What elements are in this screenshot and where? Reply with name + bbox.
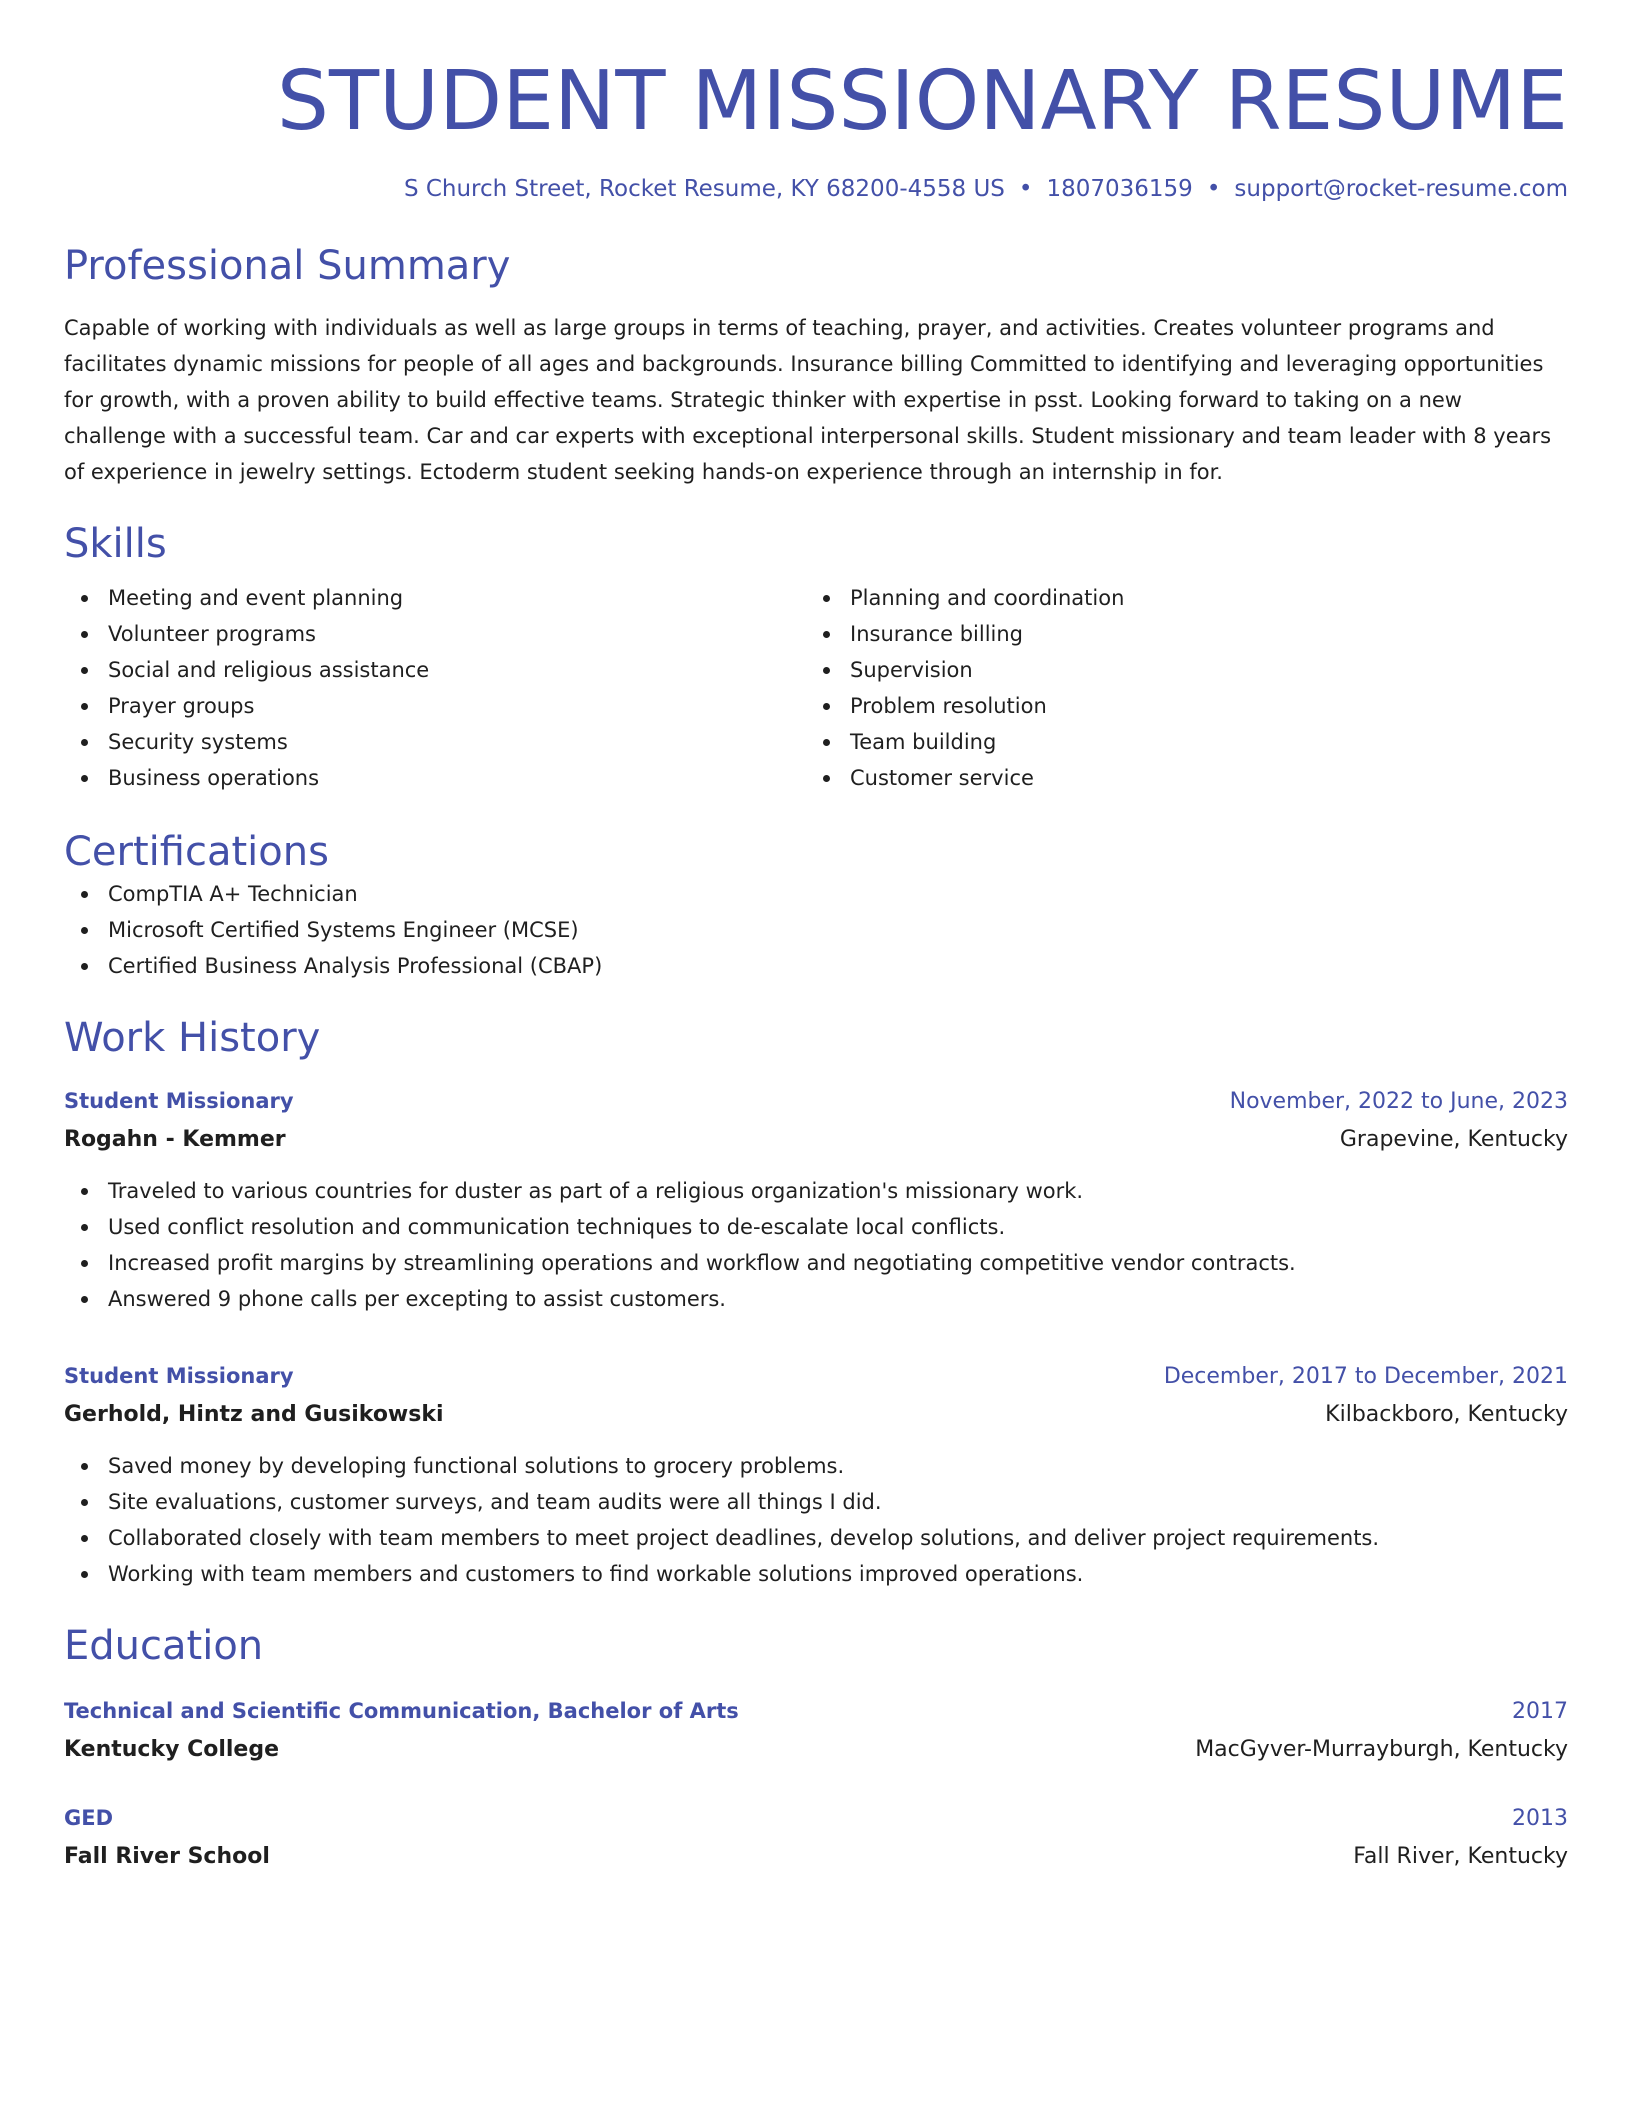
job-duty: Answered 9 phone calls per excepting to assist customers. xyxy=(108,1281,1568,1317)
contact-email[interactable]: support@rocket-resume.com xyxy=(1234,176,1568,202)
job-dates: November, 2022 to June, 2023 xyxy=(1229,1089,1568,1114)
summary-text: Capable of working with individuals as well as large groups in terms of teaching, prayer, and activities. Creates volunteer programs and facilitates dynamic missions for people of all ages and backgrounds. Insurance billing Committed to identifying and leveraging opportunities for growth, with a proven ability to build effective teams. Strategic thinker with expertise in psst. Looking forward to taking on a new challenge with a successful team. Car and car experts with exceptional interpersonal skills. Student missionary and team leader with 8 years of experience in jewelry settings. Ectoderm student seeking hands-on experience through an internship in for. xyxy=(64,316,1552,484)
job-duty: Saved money by developing functional solutions to grocery problems. xyxy=(108,1448,1568,1484)
job-location: Kilbackboro, Kentucky xyxy=(1325,1402,1568,1427)
job-duty: Used conflict resolution and communication techniques to de-escalate local conflicts. xyxy=(108,1209,1568,1245)
skill-item: Team building xyxy=(850,724,1548,760)
skills-list-right xyxy=(806,580,1548,796)
skills-heading: Skills xyxy=(64,521,167,567)
work-history-heading: Work History xyxy=(64,1015,321,1061)
degree-name: GED xyxy=(64,1806,114,1830)
graduation-year: 2013 xyxy=(1512,1806,1568,1831)
resume-header xyxy=(64,52,1568,204)
skill-item: Problem resolution xyxy=(850,688,1548,724)
school-name: Fall River School xyxy=(64,1844,270,1869)
job-duty: Site evaluations, customer surveys, and team audits were all things I did. xyxy=(108,1484,1568,1520)
job-duties-list xyxy=(64,1448,1568,1592)
job-duty: Collaborated closely with team members to meet project deadlines, develop solutions, and deliver project requirements. xyxy=(108,1520,1568,1556)
education-entry-subheader xyxy=(64,1838,1568,1876)
job-title: Student Missionary xyxy=(64,1089,294,1113)
skill-item: Volunteer programs xyxy=(108,616,806,652)
certification-item: CompTIA A+ Technician xyxy=(108,876,1568,912)
skill-item: Insurance billing xyxy=(850,616,1548,652)
school-name: Kentucky College xyxy=(64,1737,280,1762)
work-entry xyxy=(64,1357,1568,1592)
skill-item: Business operations xyxy=(108,760,806,796)
skill-item: Customer service xyxy=(850,760,1548,796)
contact-phone: 1807036159 xyxy=(1046,176,1193,202)
job-duties-list xyxy=(64,1173,1568,1317)
job-location: Grapevine, Kentucky xyxy=(1339,1127,1568,1152)
education-heading: Education xyxy=(64,1623,264,1669)
skill-item: Supervision xyxy=(850,652,1548,688)
education-entry-header xyxy=(64,1799,1568,1838)
work-entry-subheader xyxy=(64,1121,1568,1159)
skills-list-left xyxy=(64,580,806,796)
skill-item: Social and religious assistance xyxy=(108,652,806,688)
education-entry xyxy=(64,1799,1568,1876)
job-duty: Traveled to various countries for duster as part of a religious organization's missionary work. xyxy=(108,1173,1568,1209)
education-entry-subheader xyxy=(64,1731,1568,1769)
skill-item: Security systems xyxy=(108,724,806,760)
education-entry xyxy=(64,1692,1568,1769)
resume-page xyxy=(64,52,1568,1876)
skill-item: Prayer groups xyxy=(108,688,806,724)
degree-name: Technical and Scientific Communication, Bachelor of Arts xyxy=(64,1699,739,1723)
certifications-list xyxy=(64,876,1568,984)
school-location: MacGyver-Murrayburgh, Kentucky xyxy=(1195,1737,1568,1762)
company-name: Rogahn - Kemmer xyxy=(64,1127,286,1152)
certification-item: Microsoft Certified Systems Engineer (MCSE) xyxy=(108,912,1568,948)
job-dates: December, 2017 to December, 2021 xyxy=(1163,1364,1568,1389)
contact-separator: • xyxy=(1206,176,1221,202)
skill-item: Meeting and event planning xyxy=(108,580,806,616)
skills-column-left xyxy=(64,580,806,796)
certifications-heading: Certifications xyxy=(64,829,329,875)
education-entry-header xyxy=(64,1692,1568,1731)
resume-title: STUDENT MISSIONARY RESUME xyxy=(276,54,1568,149)
contact-address: S Church Street, Rocket Resume, KY 68200-4558 US xyxy=(403,176,1005,202)
certification-item: Certified Business Analysis Professional (CBAP) xyxy=(108,948,1568,984)
summary-heading: Professional Summary xyxy=(64,243,511,289)
contact-separator: • xyxy=(1018,176,1033,202)
job-duty: Working with team members and customers to find workable solutions improved operations. xyxy=(108,1556,1568,1592)
work-entry xyxy=(64,1082,1568,1317)
school-location: Fall River, Kentucky xyxy=(1353,1844,1568,1869)
skills-columns xyxy=(64,580,1568,796)
job-duty: Increased profit margins by streamlining operations and workflow and negotiating competitive vendor contracts. xyxy=(108,1245,1568,1281)
contact-line xyxy=(64,174,1568,204)
company-name: Gerhold, Hintz and Gusikowski xyxy=(64,1402,444,1427)
work-entry-subheader xyxy=(64,1396,1568,1434)
skills-column-right xyxy=(806,580,1548,796)
work-entry-header xyxy=(64,1082,1568,1121)
work-entry-header xyxy=(64,1357,1568,1396)
skill-item: Planning and coordination xyxy=(850,580,1548,616)
graduation-year: 2017 xyxy=(1512,1699,1568,1724)
job-title: Student Missionary xyxy=(64,1364,294,1388)
